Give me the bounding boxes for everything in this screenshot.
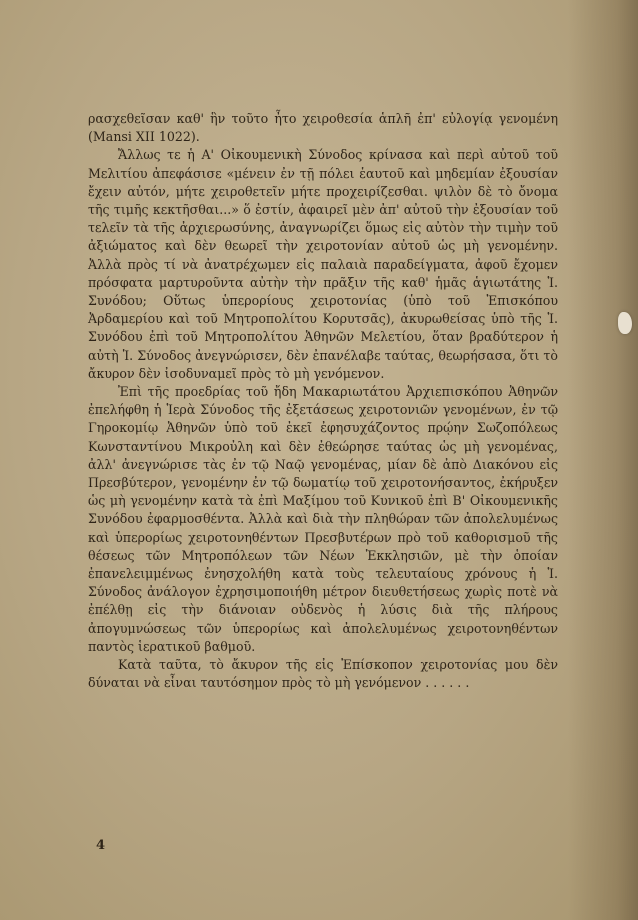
page-number: 4 bbox=[96, 838, 106, 853]
paragraph-continuation: ρασχεθεῖσαν καθ' ἣν τοῦτο ἦτο χειροθεσία ἁπλῆ ἐπ' εὐλογίᾳ γενομένη (Mansi XII 1022). bbox=[88, 111, 558, 145]
body-text bbox=[88, 110, 558, 693]
paper-tear-mark bbox=[618, 312, 632, 334]
page-edge-shadow bbox=[568, 0, 638, 920]
paragraph: Ἐπὶ τῆς προεδρίας τοῦ ἤδη Μακαριωτάτου Ἀρχιεπισκόπου Ἀθηνῶν ἐπελήφθη ἡ Ἱερὰ Σύνοδος τῆς ἐξετάσεως χειροτονιῶν γενομένων, ἐν τῷ Γηροκομίῳ Ἀθηνῶν ὑπὸ τοῦ ἐκεῖ ἐφησυχάζοντος πρῴην Σωζοπόλεως Κωνσταντίνου Μικροὐλη καὶ δὲν ἐθεώρησε ταύτας ὡς μὴ γενομένας, ἀλλ' ἀνεγνώρισε τὰς ἐν τῷ Ναῷ γενομένας, μίαν δὲ ἀπὸ Διακόνου εἰς Πρεσβύτερον, γενομένην ἐν τῷ δωματίῳ τοῦ χειροτονήσαντος, ἐκήρυξεν ὡς μὴ γενομένην κατὰ τὰ ἐπὶ Μαξίμου τοῦ Κυνικοῦ ἐπὶ Β' Οἰκουμενικῆς Συνόδου ἐφαρμοσθέντα. Ἀλλὰ καὶ διὰ τὴν πληθώραν τῶν ἀπολελυμένως καὶ ὑπερορίως χειροτονηθέντων Πρεσβυτέρων πρὸ τοῦ καθορισμοῦ τῆς θέσεως τῶν Μητροπόλεων τῶν Νέων Ἐκκλησιῶν, μὲ τὴν ὁποίαν ἐπανελειμμένως ἐνησχολήθη κατὰ τοὺς τελευταίους χρόνους ἡ Ἱ. Σύνοδος ἀνάλογον ἐχρησιμοποιήθη μέτρον διευθετήσεως χωρὶς ποτὲ νὰ ἐπέλθῃ εἰς τὴν διάνοιαν οὐδενὸς ἡ λύσις διὰ τῆς πλήρους ἀπογυμνώσεως τῶν ὑπερορίως καὶ ἀπολελυμένως χειροτονηθέντων παντὸς ἱερατικοῦ βαθμοῦ. bbox=[88, 384, 558, 654]
paragraph: Ἄλλως τε ἡ Α' Οἰκουμενικὴ Σύνοδος κρίνασα καὶ περὶ αὐτοῦ τοῦ Μελιτίου ἀπεφάσισε «μένειν ἐν τῇ πόλει ἑαυτοῦ καὶ μηδεμίαν ἐξουσίαν ἔχειν αὐτόν, μήτε χειροθετεῖν μήτε προχειρίζεσθαι. ψιλὸν δὲ τὸ ὄνομα τῆς τιμῆς κεκτῆσθαι...» ὅ ἐστίν, ἀφαιρεῖ μὲν ἀπ' αὐτοῦ τὴν ἐξουσίαν τοῦ τελεῖν τὰ τῆς ἀρχιερωσύνης, ἀναγνωρίζει ὅμως εἰς αὐτὸν τὴν τιμὴν τοῦ ἀξιώματος καὶ δὲν θεωρεῖ τὴν χειροτονίαν αὐτοῦ ὡς μὴ γενομένην. Ἀλλὰ πρὸς τί νὰ ἀνατρέχωμεν εἰς παλαιὰ παραδείγματα, ἀφοῦ ἔχομεν πρόσφατα μαρτυροῦντα αὐτὴν τὴν πρᾶξιν τῆς καθ' ἡμᾶς ἁγιωτάτης Ἱ. Συνόδου; Οὕτως ὑπερορίους χειροτονίας (ὑπὸ τοῦ Ἐπισκόπου Ἀρδαμερίου καὶ τοῦ Μητροπολίτου Κορυτσᾶς), ἀκυρωθείσας ὑπὸ τῆς Ἱ. Συνόδου ἐπὶ τοῦ Μητροπολίτου Ἀθηνῶν Μελετίου, ὅταν βραδύτερον ἡ αὐτὴ Ἱ. Σύνοδος ἀνεγνώρισεν, δὲν ἐπανέλαβε ταύτας, θεωρήσασα, ὅτι τὸ ἄκυρον δὲν ἰσοδυναμεῖ πρὸς τὸ μὴ γενόμενον. bbox=[88, 147, 558, 381]
paragraph: Κατὰ ταῦτα, τὸ ἄκυρον τῆς εἰς Ἐπίσκοπον χειροτονίας μου δὲν δύναται νὰ εἶναι ταυτόσημον πρὸς τὸ μὴ γενόμενον . . . . . . bbox=[88, 657, 558, 691]
